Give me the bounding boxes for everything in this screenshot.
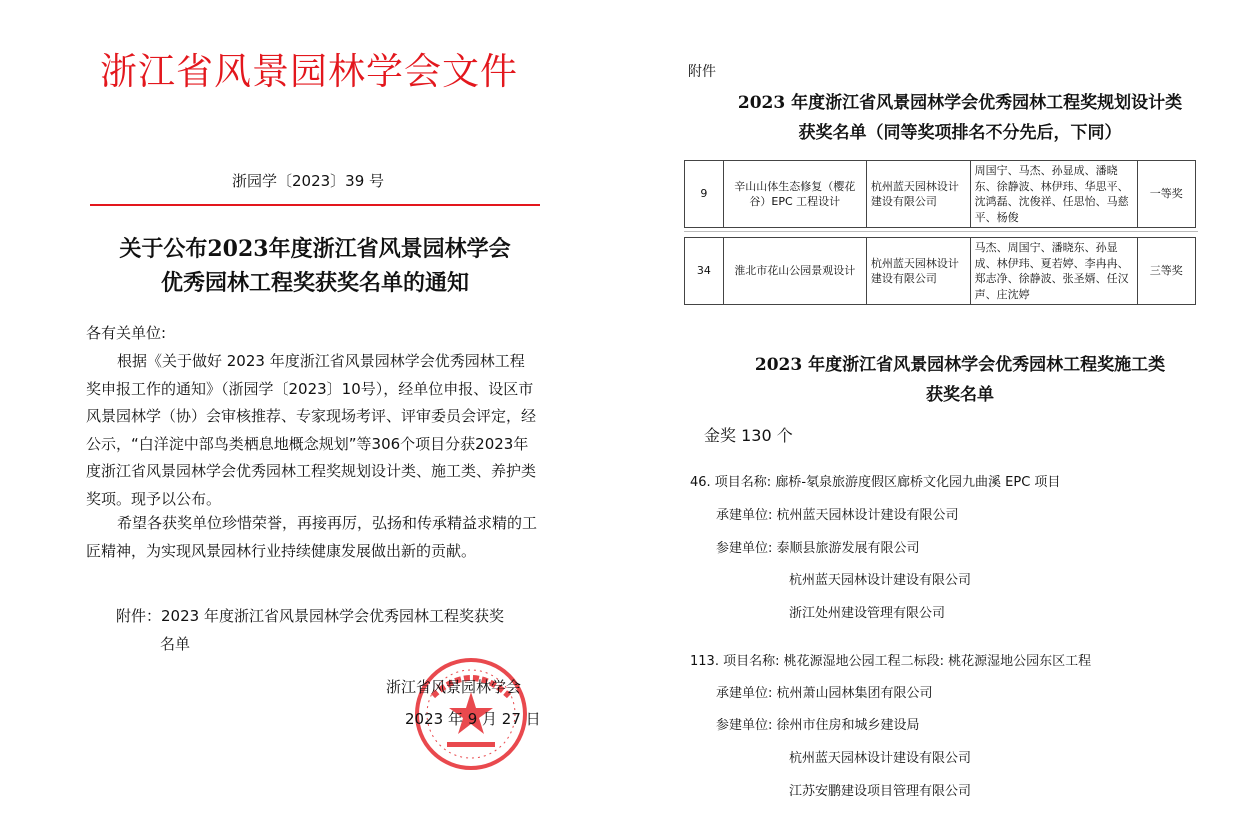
participant-label: 参建单位: <box>716 541 773 556</box>
contractor-label: 承建单位: <box>716 508 773 523</box>
award-level: 一等奖 <box>1137 161 1195 228</box>
planning-title-line2: 获奖名单（同等奖项排名不分先后，下同） <box>798 123 1122 143</box>
project-name: 辛山山体生态修复（樱花谷）EPC 工程设计 <box>723 161 866 228</box>
attachment-label: 附件 <box>688 64 716 80</box>
contractor-label: 承建单位: <box>716 686 773 701</box>
entry-113-contractor <box>716 682 933 701</box>
entry-46-contractor <box>716 504 959 523</box>
body-paragraph-2: 希望各获奖单位珍惜荣誉，再接再厉，弘扬和传承精益求精的工匠精神，为实现风景园林行业持续健康发展做出新的贡献。 <box>86 514 538 560</box>
planning-award-table-continued <box>684 237 1196 305</box>
construction-title-line2: 获奖名单 <box>926 385 994 405</box>
entry-46-participant <box>716 537 920 556</box>
contractor-value: 杭州萧山园林集团有限公司 <box>776 686 933 701</box>
table-row <box>685 161 1196 228</box>
attachment-page <box>640 0 1257 825</box>
award-level: 三等奖 <box>1137 238 1195 305</box>
team-members: 马杰、周国宁、潘晓东、孙显成、林伊玮、夏若婷、李冉冉、郑志净、徐静波、张圣婿、任汉声、庄沈婷 <box>970 238 1137 305</box>
project-name: 淮北市花山公园景观设计 <box>723 238 866 305</box>
participant-value: 泰顺县旅游发展有限公司 <box>776 541 920 556</box>
signer: 浙江省风景园林学会 <box>386 678 522 696</box>
document-header: 浙江省风景园林学会文件 <box>100 50 518 93</box>
winning-unit: 杭州蓝天园林设计建设有限公司 <box>866 161 970 228</box>
project-value: 廊桥-氡泉旅游度假区廊桥文化园九曲溪 EPC 项目 <box>775 475 1061 490</box>
contractor-value: 杭州蓝天园林设计建设有限公司 <box>776 508 959 523</box>
planning-title-line1: 2023 年度浙江省风景园林学会优秀园林工程奖规划设计类 <box>737 93 1183 113</box>
entry-113-participant: 杭州蓝天园林设计建设有限公司 <box>789 751 972 766</box>
project-label: 46. 项目名称: <box>690 475 772 490</box>
document-number: 浙园学〔2023〕39 号 <box>232 172 385 190</box>
notice-title <box>90 232 540 300</box>
attachment-note-line2: 名单 <box>160 635 191 653</box>
entry-113-project <box>690 650 1091 669</box>
winning-unit: 杭州蓝天园林设计建设有限公司 <box>866 238 970 305</box>
sign-date: 2023 年 9 月 27 日 <box>405 710 541 728</box>
construction-title-line1: 2023 年度浙江省风景园林学会优秀园林工程奖施工类 <box>754 355 1166 375</box>
attachment-note <box>116 602 540 658</box>
participant-value: 徐州市住房和城乡建设局 <box>776 718 920 733</box>
notice-title-line2: 优秀园林工程奖获奖名单的通知 <box>160 270 469 296</box>
table-row <box>685 238 1196 305</box>
entry-46-project <box>690 471 1060 490</box>
planning-award-table <box>684 160 1196 228</box>
gold-award-count: 金奖 130 个 <box>704 426 793 445</box>
participant-label: 参建单位: <box>716 718 773 733</box>
body-paragraph-1: 根据《关于做好 2023 年度浙江省风景园林学会优秀园林工程奖申报工作的通知》（浙园学〔2023〕10号），经单位申报、设区市风景园林学（协）会审核推荐、专家现场考评、评审委员会评定，经公示，“白洋淀中部鸟类栖息地概念规划”等306个项目分获2023年度浙江省风景园林学会优秀园林工程奖规划设计类、施工类、养护类奖项。现予以公布。 <box>86 352 537 508</box>
entry-46-participant: 杭州蓝天园林设计建设有限公司 <box>789 573 972 588</box>
attachment-note-line1: 附件：2023 年度浙江省风景园林学会优秀园林工程奖获奖 <box>116 607 504 625</box>
table-gap-divider <box>684 231 1198 232</box>
entry-113-participant: 江苏安鹏建设项目管理有限公司 <box>789 784 972 799</box>
notice-title-line1: 关于公布2023年度浙江省风景园林学会 <box>119 236 511 262</box>
row-number: 34 <box>685 238 724 305</box>
entry-113-participant <box>716 714 920 733</box>
project-value: 桃花源湿地公园工程二标段: 桃花源湿地公园东区工程 <box>783 654 1092 669</box>
red-divider <box>90 204 540 206</box>
planning-category-title <box>680 88 1240 148</box>
row-number: 9 <box>685 161 724 228</box>
team-members: 周国宁、马杰、孙显成、潘晓东、徐静波、林伊玮、华思平、沈鸿磊、沈俊祥、任思怡、马慈平、杨俊 <box>970 161 1137 228</box>
project-label: 113. 项目名称: <box>690 654 780 669</box>
entry-46-participant: 浙江处州建设管理有限公司 <box>789 606 946 621</box>
salutation: 各有关单位: <box>86 324 167 342</box>
construction-category-title <box>680 350 1240 410</box>
